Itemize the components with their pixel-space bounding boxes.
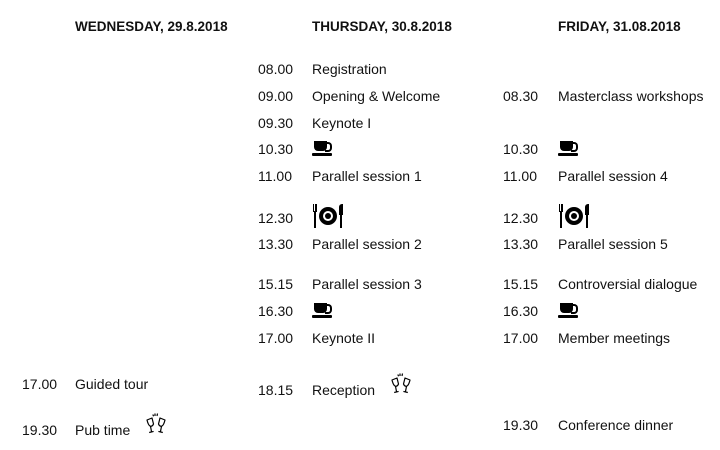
- entry-time: 09.30: [258, 115, 294, 131]
- thursday-entry: [258, 204, 344, 232]
- plate-cutlery-icon: [312, 204, 344, 232]
- friday-entry: [503, 330, 670, 346]
- friday-entry: [503, 88, 704, 104]
- entry-label: Masterclass workshops: [558, 88, 704, 104]
- entry-time: 11.00: [503, 168, 537, 184]
- entry-label: Parallel session 2: [312, 236, 422, 252]
- friday-entry: [503, 204, 590, 232]
- entry-label: Reception: [312, 382, 376, 398]
- entry-time: 17.00: [22, 376, 58, 392]
- thursday-entry: [258, 61, 387, 77]
- entry-label: Opening & Welcome: [312, 88, 441, 104]
- wednesday-entry: [22, 376, 148, 392]
- entry-label: Member meetings: [558, 330, 671, 346]
- entry-time: 11.00: [258, 168, 292, 184]
- entry-label: Parallel session 5: [558, 236, 668, 252]
- entry-label: Registration: [312, 61, 387, 77]
- entry-label: Keynote II: [312, 330, 376, 346]
- thursday-entry: [258, 115, 371, 131]
- coffee-cup-icon: [312, 140, 334, 158]
- coffee-cup-icon: [558, 140, 580, 158]
- thursday-entry: [258, 88, 440, 104]
- friday-entry: [503, 417, 673, 433]
- champagne-glasses-icon: [389, 372, 413, 396]
- entry-time: 13.30: [258, 236, 294, 252]
- entry-time: 15.15: [258, 276, 294, 292]
- entry-time: 10.30: [503, 141, 539, 157]
- thursday-entry: [258, 276, 422, 292]
- friday-entry: [503, 236, 668, 252]
- entry-time: 08.00: [258, 61, 294, 77]
- header-friday: FRIDAY, 31.08.2018: [558, 19, 681, 34]
- entry-time: 09.00: [258, 88, 294, 104]
- thursday-entry: [258, 378, 413, 402]
- thursday-entry: [258, 302, 334, 320]
- thursday-entry: [258, 236, 422, 252]
- entry-label: Conference dinner: [558, 417, 674, 433]
- entry-time: 15.15: [503, 276, 539, 292]
- entry-time: 17.00: [258, 330, 294, 346]
- champagne-glasses-icon: [144, 412, 168, 436]
- entry-time: 17.00: [503, 330, 539, 346]
- coffee-cup-icon: [312, 302, 334, 320]
- wednesday-entry: [22, 418, 168, 442]
- entry-label: Parallel session 4: [558, 168, 668, 184]
- friday-entry: [503, 276, 697, 292]
- entry-label: Guided tour: [75, 376, 149, 392]
- entry-label: Keynote I: [312, 115, 372, 131]
- entry-time: 19.30: [503, 417, 539, 433]
- friday-entry: [503, 168, 668, 184]
- thursday-entry: [258, 330, 375, 346]
- header-thursday: THURSDAY, 30.8.2018: [312, 19, 452, 34]
- entry-time: 19.30: [22, 422, 58, 438]
- entry-label: Parallel session 3: [312, 276, 422, 292]
- entry-time: 16.30: [258, 303, 294, 319]
- friday-entry: [503, 140, 580, 158]
- entry-time: 10.30: [258, 141, 294, 157]
- entry-label: Pub time: [75, 422, 131, 438]
- friday-entry: [503, 302, 580, 320]
- coffee-cup-icon: [558, 302, 580, 320]
- entry-time: 16.30: [503, 303, 539, 319]
- entry-label: Parallel session 1: [312, 168, 422, 184]
- entry-time: 12.30: [503, 210, 539, 226]
- entry-time: 12.30: [258, 210, 294, 226]
- thursday-entry: [258, 140, 334, 158]
- thursday-entry: [258, 168, 422, 184]
- entry-label: Controversial dialogue: [558, 276, 698, 292]
- entry-time: 13.30: [503, 236, 539, 252]
- plate-cutlery-icon: [558, 204, 590, 232]
- entry-time: 18.15: [258, 382, 294, 398]
- header-wednesday: WEDNESDAY, 29.8.2018: [75, 19, 228, 34]
- entry-time: 08.30: [503, 88, 539, 104]
